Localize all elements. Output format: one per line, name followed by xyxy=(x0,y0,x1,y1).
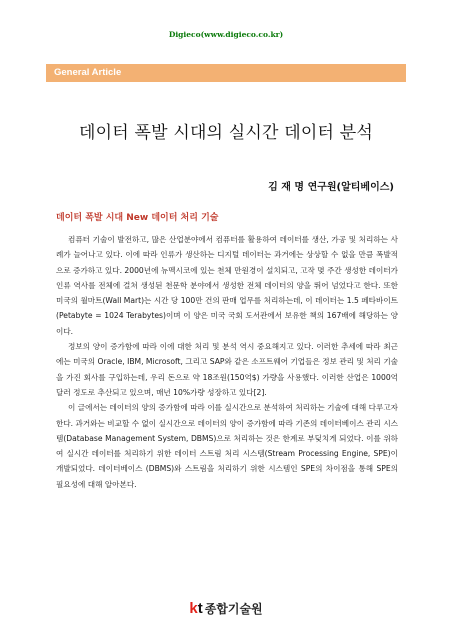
kt-logo xyxy=(189,600,262,617)
section-heading: 데이터 폭발 시대 New 데이터 처리 기술 xyxy=(56,213,219,223)
category-label: General Article xyxy=(54,67,122,78)
site-url: Digieco(www.digieco.co.kr) xyxy=(168,30,284,39)
article-title: 데이터 폭발 시대의 실시간 데이터 분석 xyxy=(79,123,373,143)
paragraph: 이 글에서는 데이터의 양의 증가함에 따라 이를 실시간으로 분석하여 처리하는 기술에 대해 다루고자 한다. 과거와는 비교할 수 없이 실시간으로 데이터의 양이 증가함에 따라 기존의 데이터베이스 관리 시스템(Database Management System, DBMS)으로 처리하는 것은 한계로 부딪치게 되었다. 이를 위하여 실시간 데이터를 처리하기 위한 데이터 스트림 처리 시스템(Stream Processing Engine, SPE)이 개발되었다. 데이터베이스 (DBMS)와 스트림을 처리하기 위한 시스템인 SPE의 차이점을 통해 SPE의 필요성에 대해 알아본다. xyxy=(56,403,398,489)
paragraph: 컴퓨터 기술이 발전하고, 많은 산업분야에서 컴퓨터를 활용하여 데이터를 생산, 가공 및 처리하는 사례가 늘어나고 있다. 이에 따라 인류가 생산하는 디지털 데이터는 과거에는 상상할 수 없을 만큼 폭발적으로 증가하고 있다. 2000년에 뉴멕시코에 있는 천체 만원경이 설치되고, 고작 몇 주간 생성한 데이터가 인류 역사를 전체에 걸쳐 생성된 천문학 분야에서 생성한 전체 데이터의 양을 뛰어 넘었다고 한다. 또한 미국의 월마트(Wall Mart)는 시간 당 100만 건의 판매 업무를 처리하는데, 이 데이터는 1.5 페타바이트 (Petabyte = 1024 Terabytes)이며 이 양은 미국 국회 도서관에서 보유한 책의 167배에 해당하는 양이다. xyxy=(56,235,398,336)
kt-logo-text: 종합기술원 xyxy=(204,602,263,616)
category-band xyxy=(46,64,406,82)
author-line: 김 재 명 연구원(알티베이스) xyxy=(268,182,394,193)
footer xyxy=(0,598,452,617)
kt-logo-mark: kt xyxy=(189,600,203,617)
article-body xyxy=(56,232,398,492)
paragraph: 정보의 양이 증가함에 따라 이에 대한 처리 및 분석 역시 중요해지고 있다. 이러한 추세에 따라 최근에는 미국의 Oracle, IBM, Microsoft, 그리고 SAP와 같은 소프트웨어 기업들은 정보 관리 및 처리 기술을 가진 회사를 구입하는데, 우리 돈으로 약 18조원(150억$) 가량을 사용했다. 이러한 산업은 1000억 달러 정도로 추산되고 있으며, 매년 10%가량 성장하고 있다[2]. xyxy=(56,342,398,397)
